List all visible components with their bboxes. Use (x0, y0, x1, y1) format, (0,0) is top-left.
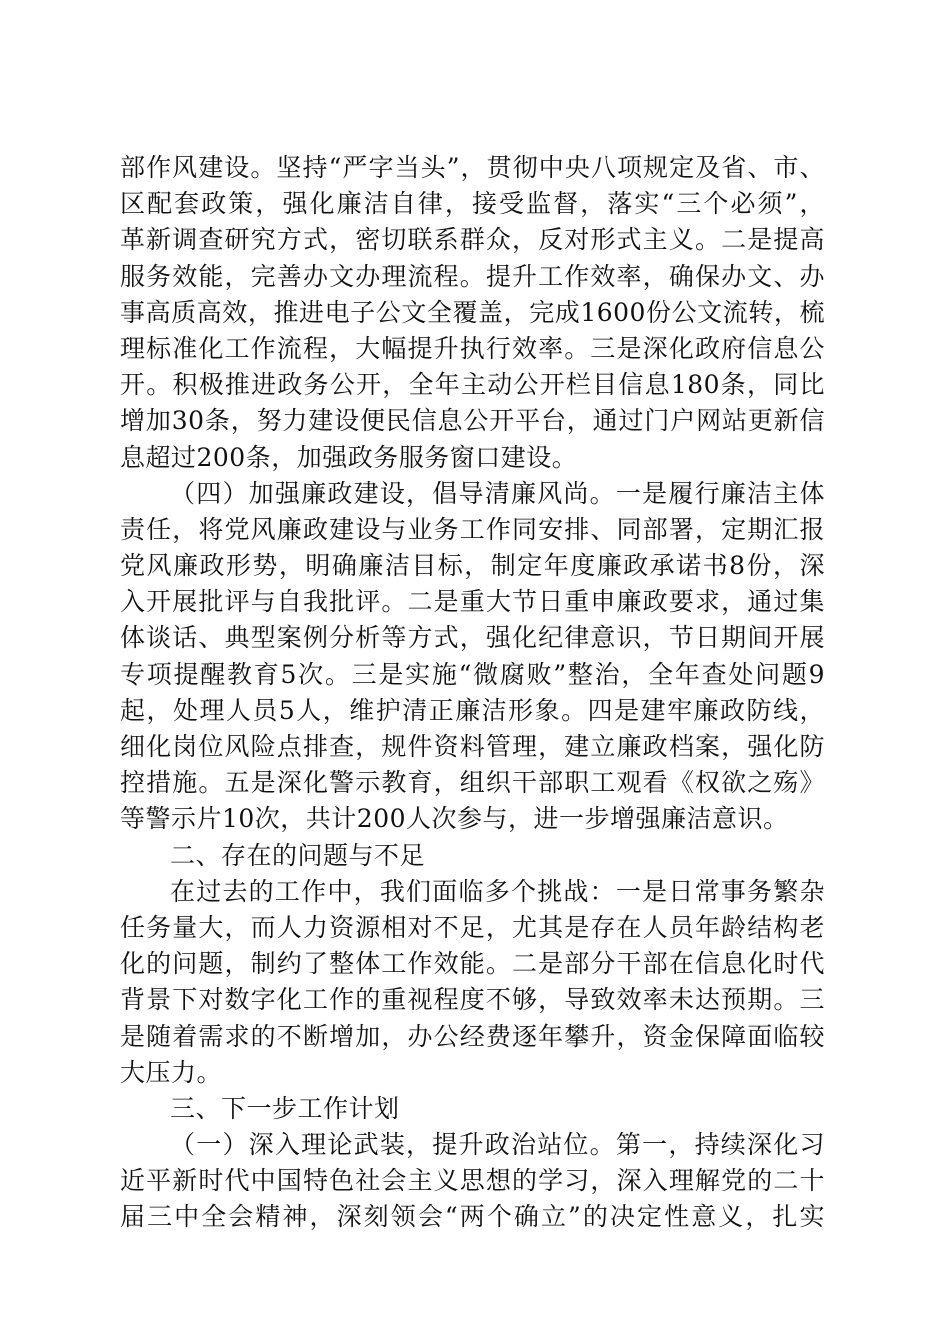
text-line: 细化岗位风险点排查，规件资料管理，建立廉政档案，强化防 (120, 732, 825, 761)
text-line: 任务量大，而人力资源相对不足，尤其是存在人员年龄结构老 (120, 912, 825, 942)
text-line: 等警示片10次，共计200人次参与，进一步增强廉洁意识。 (120, 804, 789, 834)
section-heading-problems (120, 838, 825, 874)
text-line: 入开展批评与自我批评。二是重大节日重申廉政要求，通过集 (120, 587, 825, 617)
section-heading-next-plan (120, 1091, 825, 1127)
text-line: 增加30条，努力建设便民信息公开平台，通过门户网站更新信 (120, 406, 825, 436)
text-line: 息超过200条，加强政务服务窗口建设。 (120, 442, 578, 472)
text-line: 届三中全会精神，深刻领会“两个确立”的决定性意义，扎实 (120, 1202, 825, 1232)
text-line: 服务效能，完善办文办理流程。提升工作效率，确保办文、办 (120, 261, 825, 291)
text-line: 控措施。五是深化警示教育，组织干部职工观看《权欲之殇》 (120, 768, 825, 798)
text-line: 党风廉政形势，明确廉洁目标，制定年度廉政承诺书8份，深 (120, 551, 825, 581)
paragraph-work-style (120, 150, 825, 476)
text-line: 事高质高效，推进电子公文全覆盖，完成1600份公文流转，梳 (120, 297, 825, 327)
text-line: 理标准化工作流程，大幅提升执行效率。三是深化政府信息公 (120, 333, 825, 363)
text-line: 责任，将党风廉政建设与业务工作同安排、同部署，定期汇报 (120, 514, 825, 544)
text-line: 体谈话、典型案例分析等方式，强化纪律意识，节日期间开展 (120, 623, 825, 653)
paragraph-theory-study (120, 1127, 825, 1236)
text-line: 大压力。 (120, 1057, 223, 1087)
heading-line: 二、存在的问题与不足 (170, 840, 426, 870)
text-line: 在过去的工作中，我们面临多个挑战：一是日常事务繁杂 (170, 876, 825, 906)
text-line: 开。积极推进政务公开，全年主动公开栏目信息180条，同比 (120, 370, 825, 400)
text-line: 起，处理人员5人，维护清正廉洁形象。四是建牢廉政防线， (120, 695, 825, 725)
text-line: 革新调查研究方式，密切联系群众，反对形式主义。二是提高 (120, 225, 825, 255)
document-page (120, 150, 825, 1236)
text-line: 专项提醒教育5次。三是实施“微腐败”整治，全年查处问题9 (120, 659, 825, 689)
text-line: 是随着需求的不断增加，办公经费逐年攀升，资金保障面临较 (120, 1021, 825, 1051)
text-line: （一）深入理论武装，提升政治站位。第一，持续深化习 (170, 1130, 825, 1160)
heading-line: 三、下一步工作计划 (170, 1093, 400, 1123)
text-line: 近平新时代中国特色社会主义思想的学习，深入理解党的二十 (120, 1166, 825, 1196)
text-line: 化的问题，制约了整体工作效能。二是部分干部在信息化时代 (120, 949, 825, 979)
text-line: 区配套政策，强化廉洁自律，接受监督，落实“三个必须”， (120, 189, 825, 219)
paragraph-integrity-building (120, 476, 825, 838)
paragraph-challenges (120, 874, 825, 1091)
text-line: 部作风建设。坚持“严字当头”，贯彻中央八项规定及省、市、 (120, 153, 825, 182)
text-line: 背景下对数字化工作的重视程度不够，导致效率未达预期。三 (120, 985, 825, 1015)
text-line: （四）加强廉政建设，倡导清廉风尚。一是履行廉洁主体 (170, 478, 825, 508)
